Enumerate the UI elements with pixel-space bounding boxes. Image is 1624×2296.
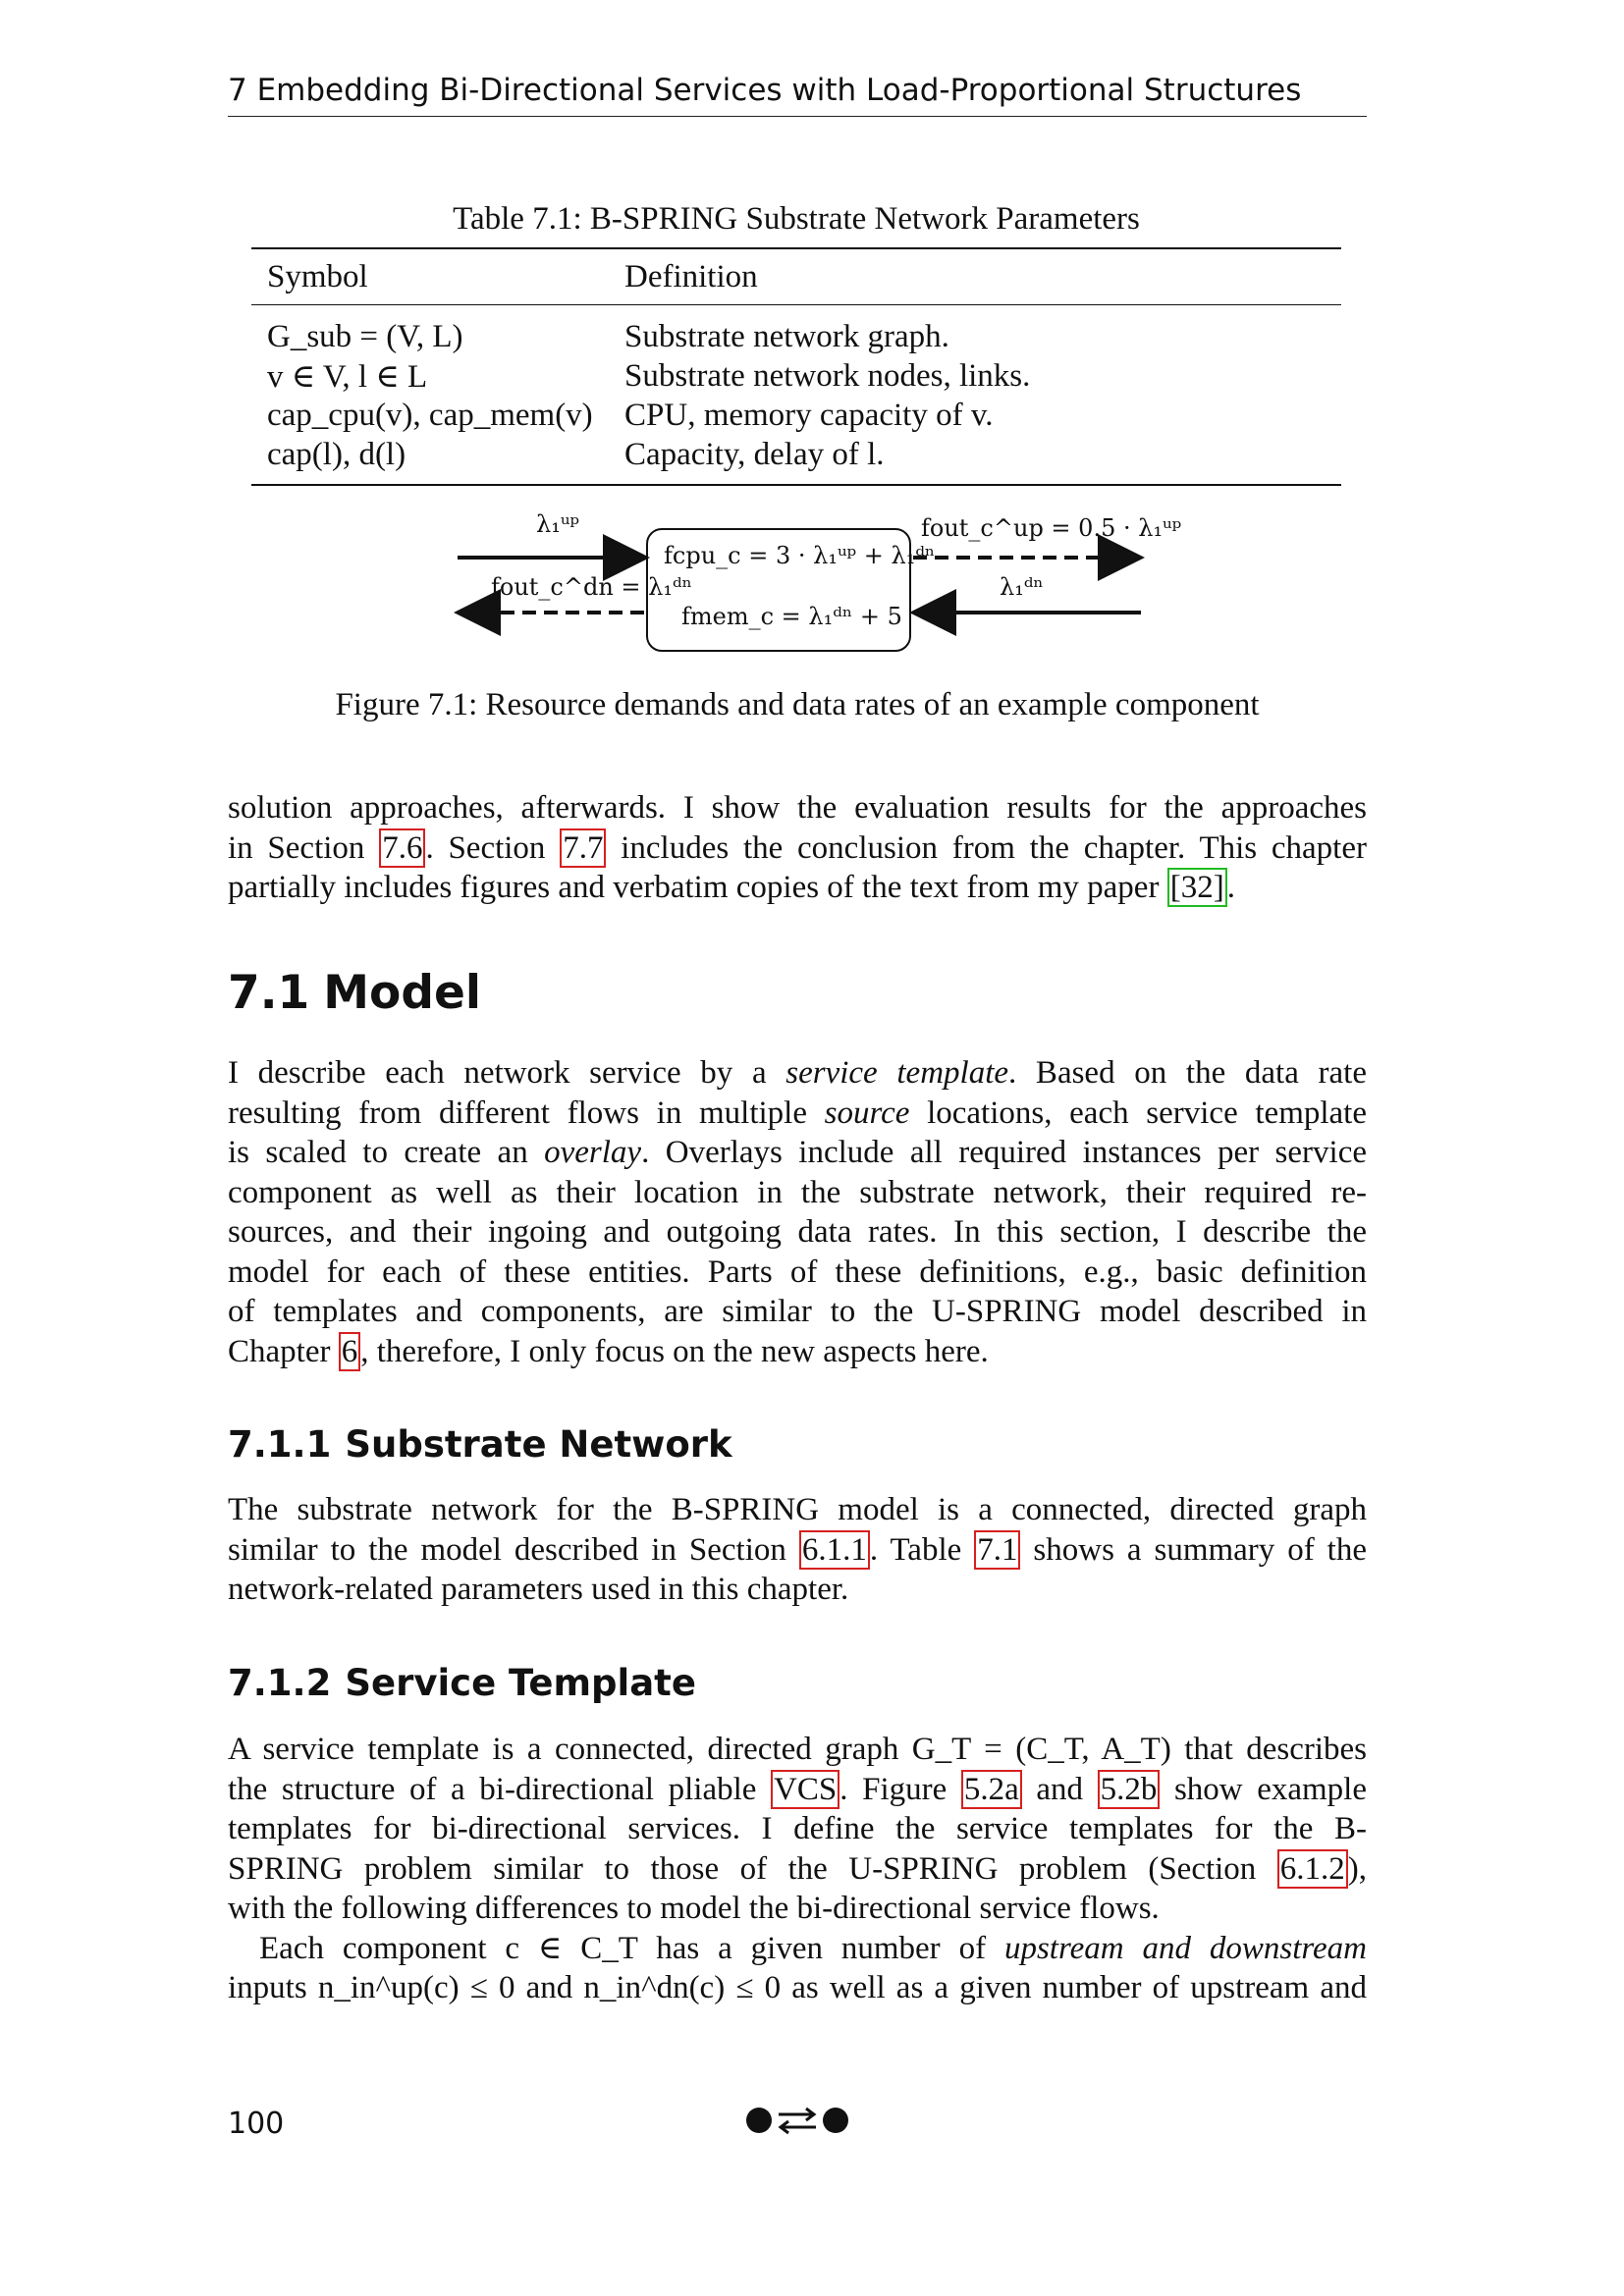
table-cell-definition: CPU, memory capacity of v.: [624, 397, 994, 433]
substrate-paragraph: [228, 1490, 1367, 1610]
text-line: Each component c ∈ C_T has a given number of upstream and downstream: [259, 1930, 1367, 1966]
chapter-ref-link[interactable]: 6: [339, 1332, 361, 1371]
text-line: the structure of a bi-directional pliable VCS. Figure 5.2a and 5.2b show example: [228, 1771, 1368, 1807]
text-line: sources, and their ingoing and outgoing data rates. In this section, I describe the: [228, 1214, 1367, 1250]
intro-paragraph: [228, 788, 1367, 908]
section-ref-link[interactable]: 6.1.2: [1277, 1849, 1348, 1889]
table-cell-symbol: cap_cpu(v), cap_mem(v): [267, 397, 593, 433]
text-line: with the following differences to model the bi-directional service flows.: [228, 1891, 1160, 1926]
figure-caption: Figure 7.1: Resource demands and data rates of an example component: [335, 687, 1260, 722]
text-line: I describe each network service by a service template. Based on the data rate: [228, 1055, 1367, 1091]
text-line: resulting from different flows in multiple source locations, each service template: [228, 1095, 1367, 1131]
table-row: [251, 396, 1341, 435]
text-line: of templates and components, are similar to the U-SPRING model described in: [228, 1294, 1367, 1329]
upstream-input-label: λ₁ᵘᵖ: [536, 510, 580, 538]
table-cell-definition: Substrate network nodes, links.: [624, 357, 1031, 394]
parameters-table: [251, 247, 1341, 486]
memory-demand-formula: fmem_c = λ₁ᵈⁿ + 5: [681, 603, 902, 630]
subsection-heading: 7.1.2 Service Template: [228, 1662, 696, 1704]
bidirectional-logo-icon: [743, 2101, 851, 2140]
text-line: solution approaches, afterwards. I show the evaluation results for the approaches: [228, 790, 1367, 826]
text-line: in Section 7.6. Section 7.7 includes the conclusion from the chapter. This chapter: [228, 829, 1367, 866]
section-ref-link[interactable]: 7.6: [379, 828, 425, 868]
text-line: A service template is a connected, directed graph G_T = (C_T, A_T) that describes: [228, 1732, 1367, 1767]
table-cell-definition: Capacity, delay of l.: [624, 436, 885, 472]
cpu-demand-formula: fcpu_c = 3 · λ₁ᵘᵖ + λ₁ᵈⁿ: [664, 542, 936, 569]
acronym-ref-link[interactable]: VCS: [771, 1770, 839, 1809]
table-cell-symbol: G_sub = (V, L): [267, 318, 463, 354]
text-line: templates for bi-directional services. I define the service templates for the B-: [228, 1811, 1367, 1846]
text-line: network-related parameters used in this chapter.: [228, 1572, 849, 1607]
downstream-output-label: fout_c^dn = λ₁ᵈⁿ: [491, 573, 692, 601]
section-ref-link[interactable]: 6.1.1: [799, 1530, 870, 1570]
service-template-paragraph: [228, 1730, 1367, 2008]
text-line: similar to the model described in Section 6.1.1. Table 7.1 shows a summary of the: [228, 1531, 1367, 1568]
text-line: is scaled to create an overlay. Overlays include all required instances per service: [228, 1135, 1367, 1170]
footer-logo: [743, 2101, 851, 2144]
text-line: component as well as their location in the substrate network, their required re-: [228, 1174, 1367, 1210]
upstream-output-label: fout_c^up = 0.5 · λ₁ᵘᵖ: [921, 514, 1182, 542]
running-header: 7 Embedding Bi-Directional Services with Load-Proportional Structures: [228, 73, 1367, 117]
section-heading: 7.1 Model: [228, 966, 481, 1020]
table-header-row: [251, 249, 1341, 304]
table-ref-link[interactable]: 7.1: [974, 1530, 1020, 1570]
figure-ref-link[interactable]: 5.2a: [961, 1770, 1022, 1809]
text-line: The substrate network for the B-SPRING model is a connected, directed graph: [228, 1492, 1367, 1527]
table-caption: Table 7.1: B-SPRING Substrate Network Parameters: [453, 201, 1140, 237]
text-line: Chapter 6, therefore, I only focus on the new aspects here.: [228, 1333, 989, 1369]
text-line: model for each of these entities. Parts of these definitions, e.g., basic definition: [228, 1254, 1367, 1290]
subsection-heading: 7.1.1 Substrate Network: [228, 1423, 732, 1466]
table-row: [251, 435, 1341, 474]
table-header-definition: Definition: [624, 258, 758, 294]
text-line: partially includes figures and verbatim copies of the text from my paper [32].: [228, 870, 1235, 905]
table-cell-definition: Substrate network graph.: [624, 318, 949, 354]
component-figure: [432, 501, 1182, 658]
page-number: 100: [228, 2107, 285, 2141]
model-paragraph: [228, 1053, 1367, 1371]
figure-ref-link[interactable]: 5.2b: [1098, 1770, 1161, 1809]
table-row: [251, 317, 1341, 356]
section-ref-link[interactable]: 7.7: [560, 828, 606, 868]
table-header-symbol: Symbol: [267, 258, 368, 294]
table-cell-symbol: cap(l), d(l): [267, 436, 406, 472]
text-line: SPRING problem similar to those of the U-SPRING problem (Section 6.1.2),: [228, 1850, 1367, 1887]
table-cell-symbol: v ∈ V, l ∈ L: [267, 359, 428, 395]
text-line: inputs n_in^up(c) ≤ 0 and n_in^dn(c) ≤ 0 as well as a given number of upstream and: [228, 1970, 1367, 2005]
citation-link[interactable]: [32]: [1167, 868, 1227, 907]
downstream-input-label: λ₁ᵈⁿ: [1000, 573, 1044, 601]
table-row: [251, 356, 1341, 396]
